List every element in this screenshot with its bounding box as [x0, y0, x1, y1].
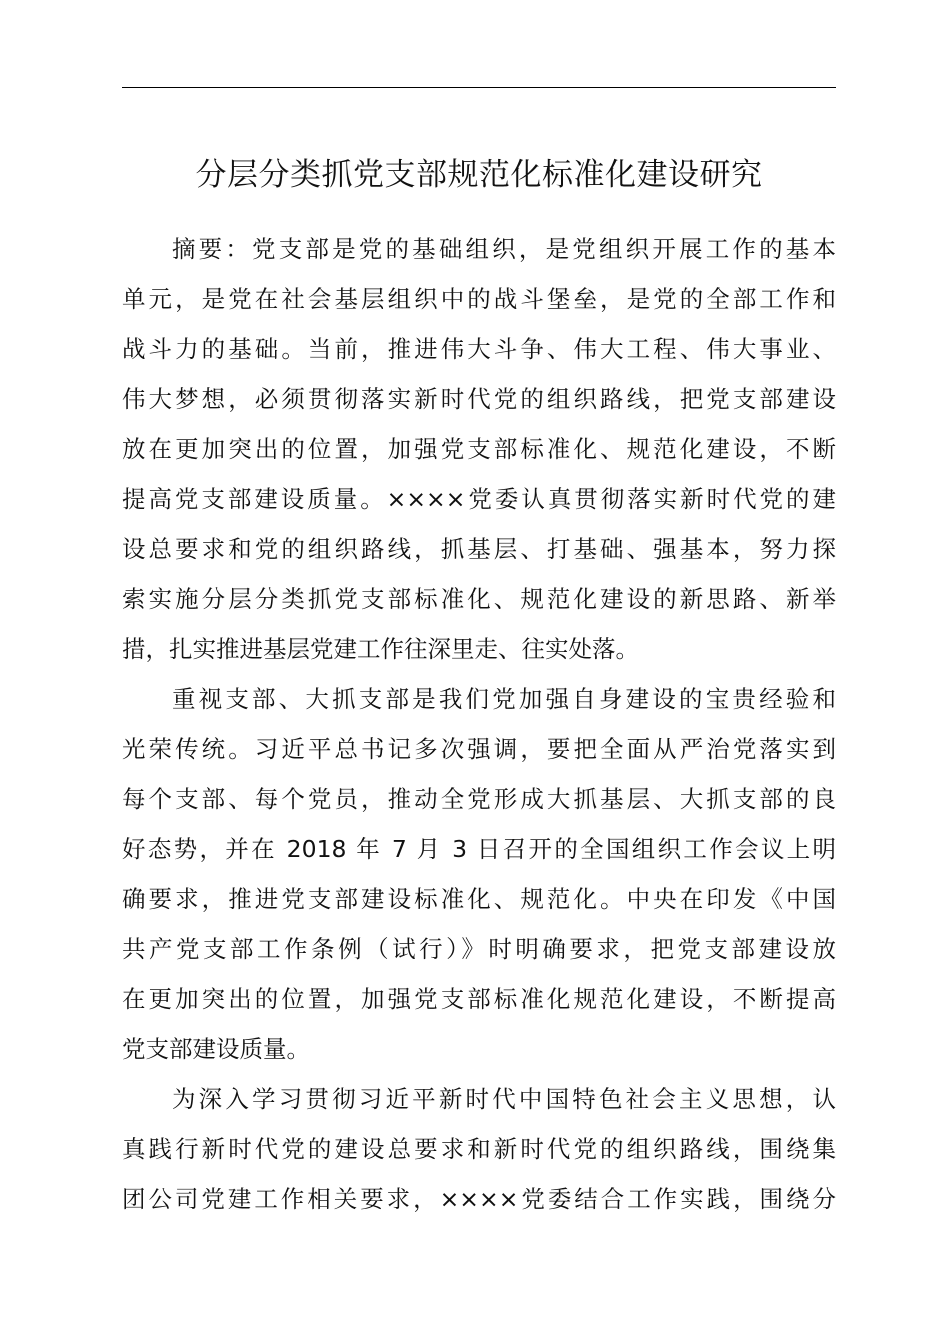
text-line: 真践行新时代党的建设总要求和新时代党的组织路线，围绕集 [122, 1135, 836, 1163]
text-line: 放在更加突出的位置，加强党支部标准化、规范化建设，不断 [122, 435, 836, 463]
text-line: 好态势，并在 2018 年 7 月 3 日召开的全国组织工作会议上明 [122, 835, 836, 863]
text-line: 措，扎实推进基层党建工作往深里走、往实处落。 [122, 635, 639, 663]
text-line: 索实施分层分类抓党支部标准化、规范化建设的新思路、新举 [122, 585, 836, 613]
header-rule [122, 87, 836, 88]
text-line: 确要求，推进党支部建设标准化、规范化。中央在印发《中国 [122, 885, 836, 913]
text-line: 党支部建设质量。 [122, 1035, 310, 1063]
paragraph-practice [122, 1074, 836, 1224]
text-line: 光荣传统。习近平总书记多次强调，要把全面从严治党落实到 [122, 735, 836, 763]
text-line: 摘要：党支部是党的基础组织，是党组织开展工作的基本 [172, 235, 836, 263]
text-line: 提高党支部建设质量。××××党委认真贯彻落实新时代党的建 [122, 485, 836, 513]
text-line: 单元，是党在社会基层组织中的战斗堡垒，是党的全部工作和 [122, 285, 836, 313]
text-line: 战斗力的基础。当前，推进伟大斗争、伟大工程、伟大事业、 [122, 335, 836, 363]
document-title: 分层分类抓党支部规范化标准化建设研究 [195, 157, 763, 193]
text-line: 伟大梦想，必须贯彻落实新时代党的组织路线，把党支部建设 [122, 385, 836, 413]
text-line: 团公司党建工作相关要求，××××党委结合工作实践，围绕分 [122, 1185, 836, 1213]
text-line: 在更加突出的位置，加强党支部标准化规范化建设，不断提高 [122, 985, 836, 1013]
text-line: 设总要求和党的组织路线，抓基层、打基础、强基本，努力探 [122, 535, 836, 563]
paragraph-abstract [122, 224, 836, 674]
document-body [122, 224, 836, 1224]
paragraph-background [122, 674, 836, 1074]
text-line: 重视支部、大抓支部是我们党加强自身建设的宝贵经验和 [172, 685, 836, 713]
text-line: 共产党支部工作条例（试行）》时明确要求，把党支部建设放 [122, 935, 836, 963]
text-line: 每个支部、每个党员，推动全党形成大抓基层、大抓支部的良 [122, 785, 836, 813]
text-line: 为深入学习贯彻习近平新时代中国特色社会主义思想，认 [172, 1085, 836, 1113]
